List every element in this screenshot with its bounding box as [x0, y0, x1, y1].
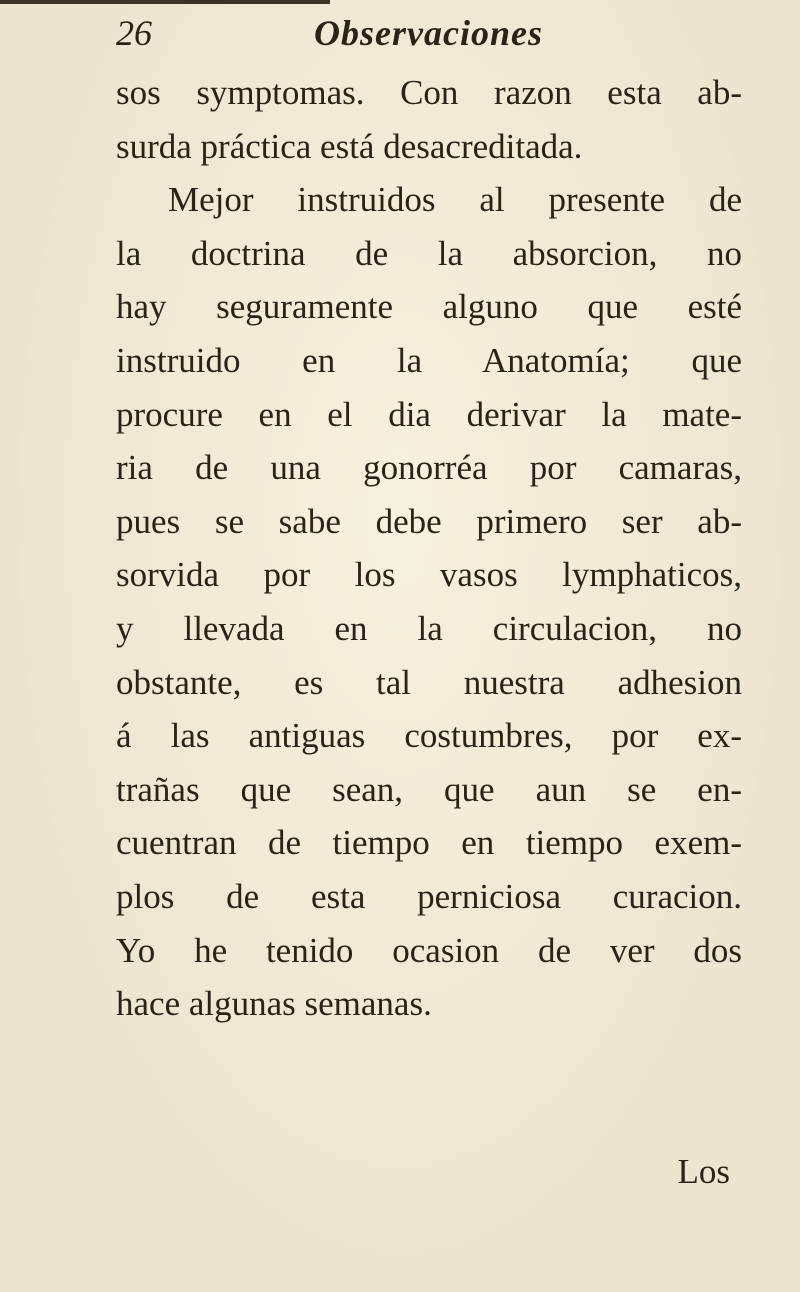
text-line: hace algunas semanas.	[116, 984, 432, 1024]
page-top-edge	[0, 0, 330, 4]
text-line: hay seguramente alguno que esté	[116, 287, 742, 327]
text-line: trañas que sean, que aun se en-	[116, 769, 742, 809]
text-line: surda práctica está desacreditada.	[116, 126, 583, 166]
text-line: obstante, es tal nuestra adhesion	[116, 662, 742, 702]
text-line: sos symptomas. Con razon esta ab-	[116, 73, 742, 112]
text-line: ria de una gonorréa por camaras,	[116, 448, 742, 488]
text-line: plos de esta perniciosa curacion.	[116, 876, 742, 916]
body-text	[116, 66, 742, 1031]
text-line: la doctrina de la absorcion, no	[116, 233, 742, 273]
text-line: Yo he tenido ocasion de ver dos	[116, 930, 742, 970]
page-header	[0, 10, 800, 58]
text-line: procure en el dia derivar la mate-	[116, 394, 742, 434]
text-line: y llevada en la circulacion, no	[116, 608, 742, 648]
catchword: Los	[677, 1152, 730, 1191]
text-line: sorvida por los vasos lymphaticos,	[116, 555, 742, 595]
page-number: 26	[116, 13, 152, 53]
text-line: pues se sabe debe primero ser ab-	[116, 501, 742, 541]
text-line: á las antiguas costumbres, por ex-	[116, 716, 742, 756]
text-line: instruido en la Anatomía; que	[116, 340, 742, 380]
text-line: Mejor instruidos al presente de	[168, 180, 742, 220]
running-title: Observaciones	[314, 13, 543, 53]
text-line: cuentran de tiempo en tiempo exem-	[116, 823, 742, 863]
